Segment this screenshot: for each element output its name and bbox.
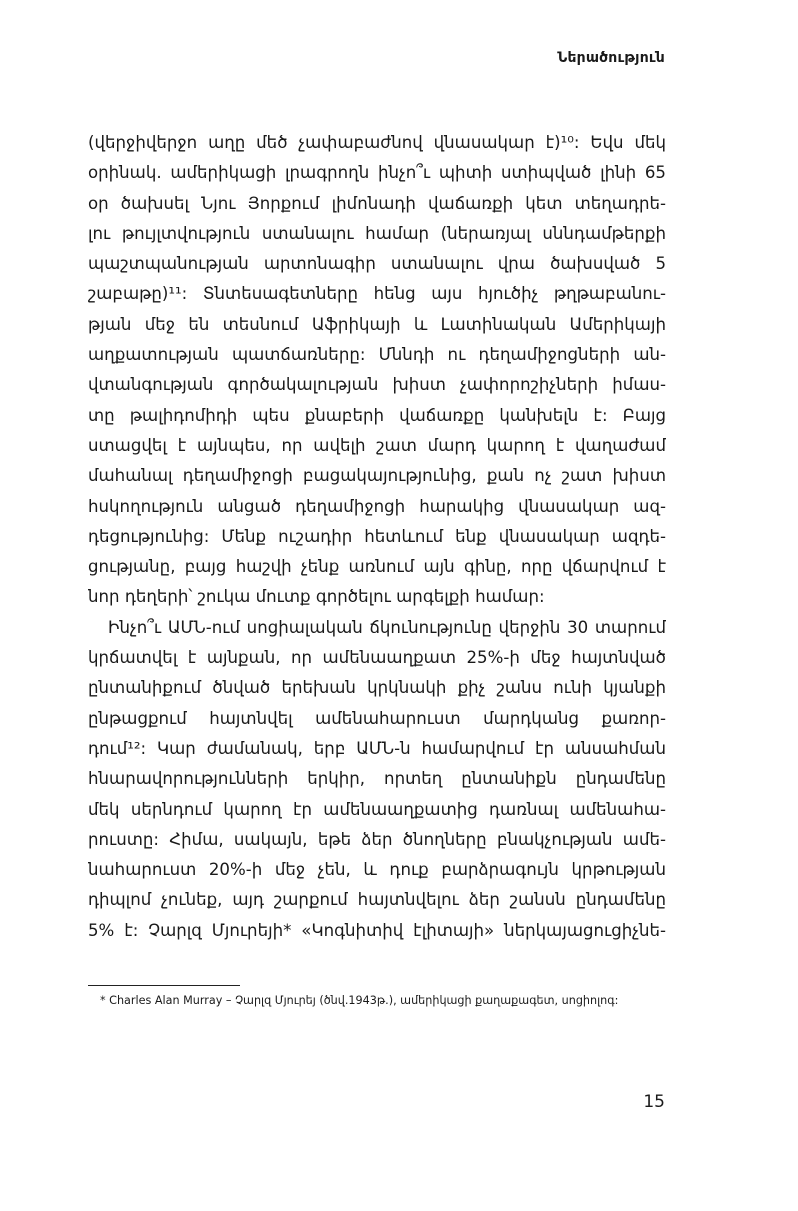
body-text — [88, 128, 666, 946]
text-line: Ինչո՞ւ ԱՄՆ-ում սոցիալական ճկունությունը վերջին 30 տարում — [108, 617, 666, 637]
page-number: 15 — [643, 1092, 665, 1112]
text-line: ցությանը, բայց հաշվի չենք առնում այն գինը, որը վճարվում է — [88, 557, 666, 577]
text-line: հսկողություն անցած դեղամիջոցի հարակից վնասակար ազ- — [88, 496, 666, 516]
text-line: վտանգության գործակալության խիստ չափորոշիչների իմաս- — [88, 375, 666, 395]
text-line: նոր դեղերի՝ շուկա մուտք գործելու արգելքի համար: — [88, 587, 545, 607]
text-line: ընտանիքում ծնված երեխան կրկնակի քիչ շանս ունի կյանքի — [88, 678, 666, 698]
text-line: տը թալիդոմիդի պես քնաբերի վաճառքը կանխելն է: Բայց — [88, 405, 666, 425]
text-line: դում¹²: Կար ժամանակ, երբ ԱՄՆ-ն համարվում էր անսահման — [88, 738, 666, 758]
text-line: նահարուստ 20%-ի մեջ չեն, և դուք բարձրագույն կրթության — [88, 860, 666, 880]
text-line: հնարավորությունների երկիր, որտեղ ընտանիքն ընդամենը — [88, 769, 666, 789]
text-line: րուստը: Հիմա, սակայն, եթե ձեր ծնողները բնակչության ամե- — [88, 829, 666, 849]
text-line: աղքատության պատճառները: Մննդի ու դեղամիջոցների ան- — [88, 345, 666, 365]
text-line: ստացվել է այնպես, որ ավելի շատ մարդ կարող է վաղաժամ — [88, 435, 666, 455]
text-line: մեկ սերնդում կարող էր ամենաաղքատից դառնալ ամենահա- — [88, 799, 666, 819]
footnote: * Charles Alan Murray – Չարլզ Մյուրեյ (ծնվ.1943թ.), ամերիկացի քաղաքագետ, սոցիոլոգ: — [100, 994, 619, 1007]
text-line: դիպլոմ չունեք, այդ շարքում հայտնվելու ձեր շանսն ընդամենը — [88, 890, 666, 910]
footnote-divider — [88, 985, 240, 986]
text-line: շաբաթը)¹¹: Տնտեսագետները հենց այս հյուծիչ թղթաբանու- — [88, 284, 666, 304]
text-line: դեցությունից: Մենք ուշադիր հետևում ենք վնասակար ազդե- — [88, 526, 666, 546]
running-header: Ներածություն — [557, 50, 665, 66]
text-line: լու թույլտվություն ստանալու համար (ներառյալ սննդամթերքի — [88, 223, 666, 243]
text-line: ընթացքում հայտնվել ամենահարուստ մարդկանց քառոր- — [88, 708, 666, 728]
text-line: մահանալ դեղամիջոցի բացակայությունից, քան ոչ շատ խիստ — [88, 466, 666, 486]
text-line: 5% է: Չարլզ Մյուրեյի* «Կոգնիտիվ էլիտայի» ներկայացուցիչնե- — [88, 920, 666, 940]
text-line: օր ծախսել Նյու Յորքում լիմոնադի վաճառքի կետ տեղադրե- — [88, 193, 666, 213]
text-line: թյան մեջ են տեսնում Աֆրիկայի և Լատինական Ամերիկայի — [88, 314, 666, 334]
text-line: օրինակ. ամերիկացի լրագրողն ինչո՞ւ պիտի ստիպված լինի 65 — [88, 163, 666, 183]
text-line: (վերջիվերջո աղը մեծ չափաբաժնով վնասակար է)¹⁰: Եվս մեկ — [88, 133, 666, 152]
text-line: պաշտպանության արտոնագիր ստանալու վրա ծախսված 5 — [88, 254, 666, 274]
text-line: կրճատվել է այնքան, որ ամենաաղքատ 25%-ի մեջ հայտնված — [88, 648, 666, 668]
